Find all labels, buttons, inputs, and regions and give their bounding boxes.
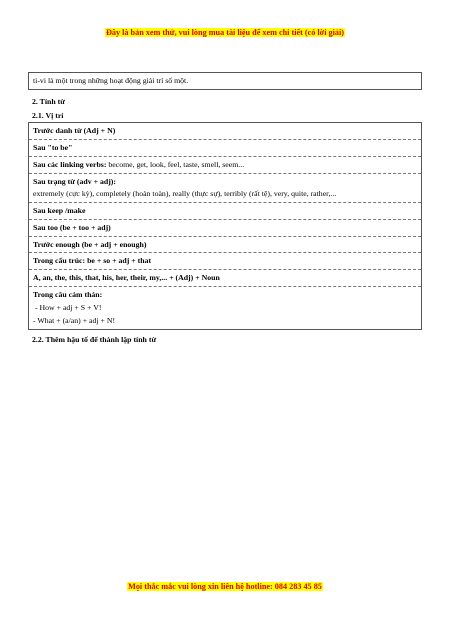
section-heading-adjectives: 2. Tính từ xyxy=(32,97,65,106)
table-row xyxy=(29,220,421,237)
row-title: Sau trạng từ (adv + adj): xyxy=(33,176,116,186)
document-content xyxy=(28,72,422,346)
preview-notice-text: Đây là bản xem thử, vui lòng mua tài liệu để xem chi tiết (có lời giải) xyxy=(105,28,344,37)
table-row xyxy=(29,287,421,329)
section-heading-suffixes: 2.2. Thêm hậu tố để thành lập tính từ xyxy=(32,335,157,345)
row-detail: - How + adj + S + V! xyxy=(33,302,102,312)
table-row xyxy=(29,123,421,140)
adjective-position-table xyxy=(28,122,422,330)
hotline-banner xyxy=(0,582,450,591)
preview-notice-banner xyxy=(0,28,450,37)
table-row xyxy=(29,140,421,157)
row-title: Trong câu cảm thán: xyxy=(33,289,103,299)
table-row xyxy=(29,203,421,220)
intro-box xyxy=(28,72,422,90)
intro-text: ti-vi là một trong những hoạt động giải trí số một. xyxy=(33,76,189,85)
table-row xyxy=(29,270,421,287)
row-title: Trong cấu trúc: be + so + adj + that xyxy=(33,256,152,266)
row-detail: extremely (cực kỳ), completely (hoàn toàn), really (thực sự), terribly (rất tệ), very, quite, rather,... xyxy=(33,189,337,199)
row-detail: - What + (a/an) + adj + N! xyxy=(33,316,116,326)
hotline-text: Mọi thắc mắc vui lòng xin liên hệ hotline: 084 283 45 85 xyxy=(128,582,322,591)
row-title-bold: Sau các linking verbs: xyxy=(33,159,107,169)
row-title-rest: become, get, look, feel, taste, smell, seem... xyxy=(106,159,245,169)
row-title: Trước danh từ (Adj + N) xyxy=(33,126,116,136)
row-title: Sau keep /make xyxy=(33,206,86,216)
table-row xyxy=(29,157,421,174)
row-title: Trước enough (be + adj + enough) xyxy=(33,239,147,249)
section-heading-position: 2.1. Vị trí xyxy=(32,110,64,120)
row-title: Sau too (be + too + adj) xyxy=(33,222,111,232)
row-title: A, an, the, this, that, his, her, their, my,... + (Adj) + Noun xyxy=(33,273,220,283)
row-title: Sau "to be" xyxy=(33,143,73,153)
table-row xyxy=(29,253,421,270)
table-row xyxy=(29,237,421,254)
row-title xyxy=(33,160,417,170)
table-row xyxy=(29,174,421,203)
